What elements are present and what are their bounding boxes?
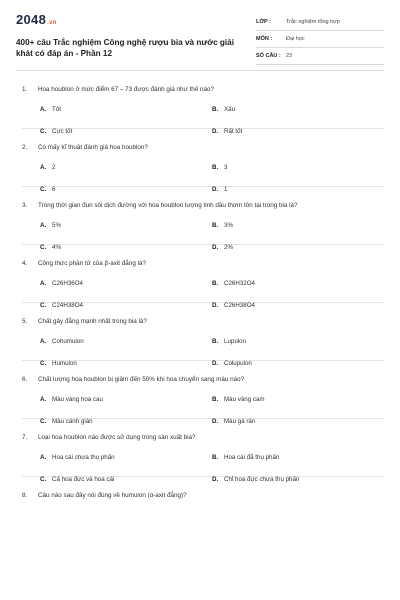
question-text: Trong thời gian đun sôi dịch đường với hoa houblon lượng tinh dầu thơm tồn tại trong bia là? [38, 202, 298, 209]
question-number: 3. [22, 202, 28, 209]
header-left [16, 12, 248, 66]
option-text: 1 [224, 186, 228, 193]
answer-option[interactable] [40, 105, 212, 114]
answer-option[interactable] [40, 127, 212, 136]
option-text: C24H38O4 [52, 302, 83, 309]
answer-option[interactable] [40, 453, 212, 462]
question-line [22, 433, 384, 442]
answer-option[interactable] [212, 453, 384, 462]
question-number: 1. [22, 86, 28, 93]
question-item [22, 419, 384, 483]
meta-info [256, 12, 384, 66]
option-letter: C. [40, 128, 47, 135]
question-item [22, 245, 384, 309]
logo-main: 2048 [16, 12, 47, 27]
logo-sub: .vn [47, 20, 57, 26]
option-letter: A. [40, 280, 47, 287]
answer-options [22, 395, 384, 426]
option-text: Hoa cái chưa thụ phấn [52, 454, 115, 461]
question-line [22, 201, 384, 210]
question-text: Loại hoa houblon nào được sử dụng trong sản xuất bia? [38, 434, 196, 441]
answer-option[interactable] [40, 243, 212, 252]
question-item [22, 187, 384, 251]
question-item [22, 303, 384, 367]
question-item [22, 129, 384, 193]
option-letter: D. [212, 360, 219, 367]
answer-option[interactable] [212, 279, 384, 288]
answer-option[interactable] [212, 163, 384, 172]
answer-option[interactable] [212, 185, 384, 194]
option-letter: A. [40, 222, 47, 229]
answer-option[interactable] [212, 395, 384, 404]
option-text: C26H32O4 [224, 280, 255, 287]
meta-value: Trắc nghiệm tổng hợp [286, 19, 340, 25]
answer-option[interactable] [212, 301, 384, 310]
question-text: Câu nào sau đây nói đúng về humulon (α-axit đắng)? [38, 492, 187, 499]
answer-options [22, 453, 384, 484]
question-number: 8. [22, 492, 28, 499]
option-text: 3 [224, 164, 228, 171]
meta-key: MÔN : [256, 36, 273, 42]
question-line [22, 143, 384, 152]
option-text: Lupulon [224, 338, 247, 345]
question-number: 2. [22, 144, 28, 151]
option-letter: D. [212, 302, 219, 309]
answer-option[interactable] [212, 243, 384, 252]
question-line [22, 491, 384, 500]
option-letter: C. [40, 360, 47, 367]
option-text: 5% [52, 222, 61, 229]
option-letter: A. [40, 396, 47, 403]
answer-option[interactable] [40, 279, 212, 288]
option-text: C26H36O4 [52, 280, 83, 287]
question-line [22, 85, 384, 94]
question-line [22, 375, 384, 384]
option-letter: A. [40, 338, 47, 345]
meta-value: 23 [286, 53, 293, 59]
option-letter: D. [212, 244, 219, 251]
answer-option[interactable] [40, 395, 212, 404]
question-number: 7. [22, 434, 28, 441]
answer-options [22, 163, 384, 194]
answer-option[interactable] [212, 417, 384, 426]
option-letter: C. [40, 302, 47, 309]
answer-option[interactable] [212, 359, 384, 368]
answer-options [22, 279, 384, 310]
option-text: Xấu [224, 106, 236, 113]
answer-option[interactable] [40, 359, 212, 368]
answer-options [22, 337, 384, 368]
option-text: C26H38O4 [224, 302, 255, 309]
option-text: Chỉ hoa đực chưa thụ phấn [224, 476, 300, 483]
answer-option[interactable] [40, 301, 212, 310]
option-letter: B. [212, 280, 219, 287]
option-text: Hoa cái đã thụ phấn [224, 454, 280, 461]
question-line [22, 259, 384, 268]
option-text: Màu vàng cam [224, 396, 265, 403]
page-header [0, 0, 400, 66]
question-text: Chất lượng hoa houblon bị giảm đến 50% khi hoa chuyển sang màu nào? [38, 376, 245, 383]
option-text: Cực tốt [52, 128, 73, 135]
option-letter: D. [212, 476, 219, 483]
meta-row-subject [256, 31, 384, 48]
question-number: 6. [22, 376, 28, 383]
option-text: 3% [224, 222, 233, 229]
option-letter: B. [212, 396, 219, 403]
option-text: 6 [52, 186, 56, 193]
option-letter: A. [40, 106, 47, 113]
option-text: Cả hoa đực và hoa cái [52, 476, 115, 483]
option-text: 2% [224, 244, 233, 251]
question-text: Có mấy kĩ thuật đánh giá hoa houblon? [38, 144, 148, 151]
meta-row-count [256, 48, 384, 65]
document-title: 400+ câu Trắc nghiệm Công nghệ rượu bia và nước giải khát có đáp án - Phần 12 [16, 38, 235, 58]
question-number: 4. [22, 260, 28, 267]
option-text: 2 [52, 164, 56, 171]
question-list [0, 71, 400, 535]
option-text: Colupulon [224, 360, 252, 367]
question-number: 5. [22, 318, 28, 325]
option-letter: B. [212, 164, 219, 171]
meta-row-class [256, 14, 384, 31]
site-logo[interactable] [16, 12, 248, 31]
answer-options [22, 105, 384, 136]
question-item [22, 477, 384, 535]
option-text: Rất tốt [224, 128, 243, 135]
option-letter: C. [40, 186, 47, 193]
question-text: Chất gây đắng mạnh nhất trong bia là? [38, 318, 147, 325]
option-letter: D. [212, 186, 219, 193]
option-text: Cohumulon [52, 338, 84, 345]
option-letter: B. [212, 106, 219, 113]
answer-option[interactable] [212, 221, 384, 230]
meta-key: SỐ CÂU : [256, 53, 281, 59]
answer-option[interactable] [40, 337, 212, 346]
option-text: Humulon [52, 360, 77, 367]
question-item [22, 71, 384, 135]
answer-option[interactable] [40, 221, 212, 230]
option-text: Màu gà rán [224, 418, 256, 425]
question-text: Công thức phân tử của β-axit đắng là? [38, 260, 146, 267]
option-letter: C. [40, 476, 47, 483]
answer-option[interactable] [40, 163, 212, 172]
question-item [22, 361, 384, 425]
answer-option[interactable] [40, 185, 212, 194]
option-letter: A. [40, 164, 47, 171]
option-text: Tốt [52, 106, 61, 113]
option-text: 4% [52, 244, 61, 251]
option-letter: D. [212, 418, 219, 425]
answer-option[interactable] [212, 475, 384, 484]
answer-option[interactable] [40, 417, 212, 426]
answer-option[interactable] [212, 127, 384, 136]
question-text: Hoa houblon ở mức điểm 67 – 73 được đánh giá như thế nào? [38, 86, 214, 93]
answer-options [22, 221, 384, 252]
option-letter: B. [212, 222, 219, 229]
option-letter: B. [212, 454, 219, 461]
answer-option[interactable] [212, 337, 384, 346]
option-text: Màu vàng hoa cau [52, 396, 103, 403]
answer-option[interactable] [40, 475, 212, 484]
option-letter: D. [212, 128, 219, 135]
question-line [22, 317, 384, 326]
option-letter: A. [40, 454, 47, 461]
option-text: Màu cánh gián [52, 418, 93, 425]
option-letter: C. [40, 244, 47, 251]
meta-key: LỚP : [256, 19, 271, 25]
option-letter: C. [40, 418, 47, 425]
meta-value: Đại học [286, 36, 305, 42]
option-letter: B. [212, 338, 219, 345]
answer-option[interactable] [212, 105, 384, 114]
